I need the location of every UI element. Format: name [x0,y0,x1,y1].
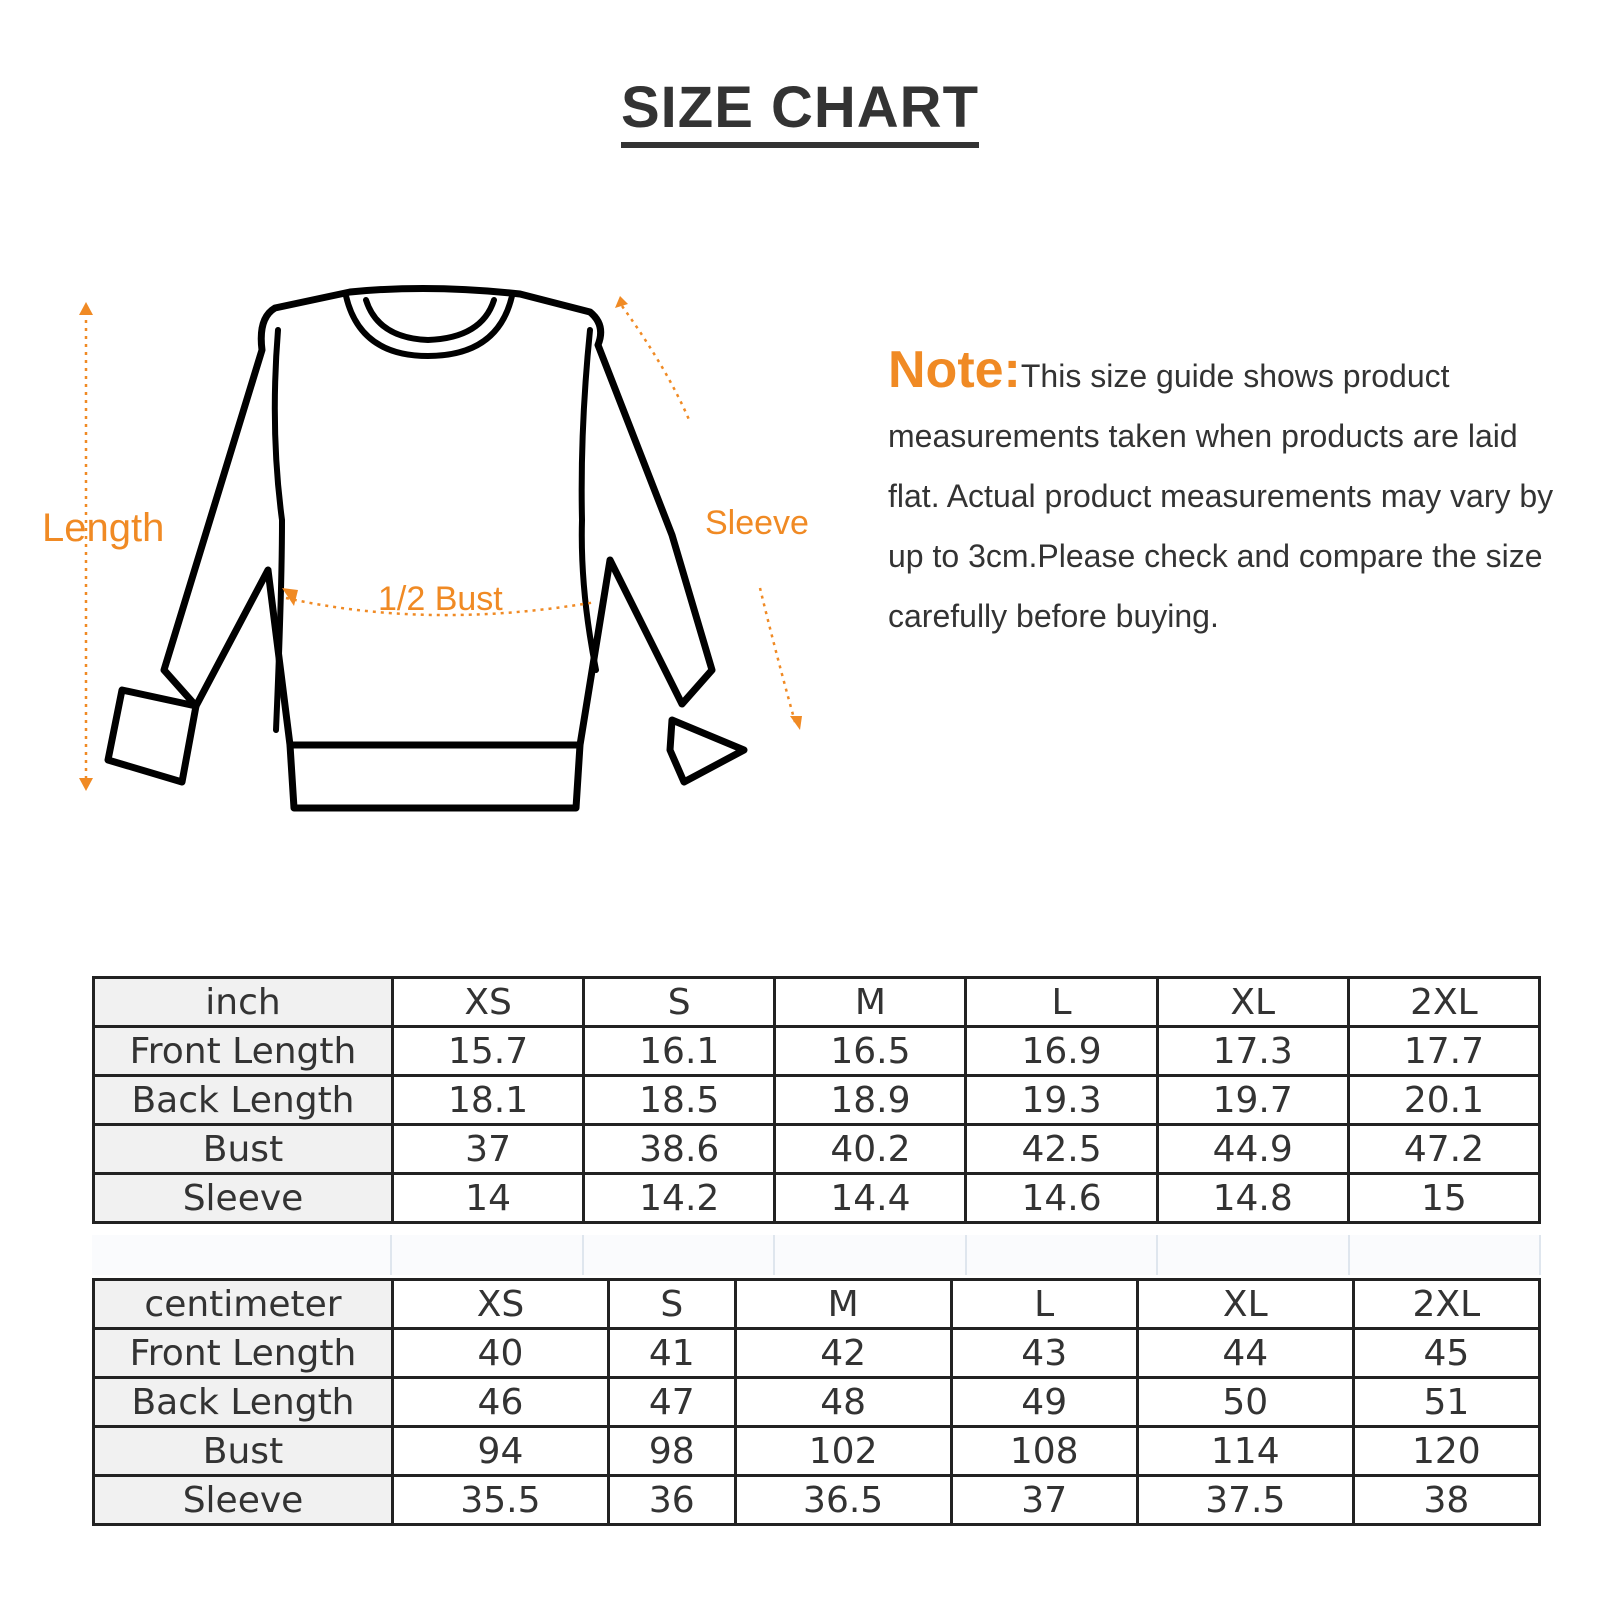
measurement-value-cell: 37.5 [1137,1476,1353,1525]
table-header-row [94,978,1540,1027]
measurement-value-cell: 17.7 [1348,1027,1539,1076]
measurement-value-cell: 50 [1137,1378,1353,1427]
measurement-value-cell: 45 [1353,1329,1539,1378]
size-header-cell: 2XL [1348,978,1539,1027]
table-row [94,1329,1540,1378]
note-text: This size guide shows product measurements taken when products are laid flat. Actual product measurements may vary by up to 3cm.Please check and compare the size carefully before buying. [888,358,1554,634]
measurement-value-cell: 16.9 [966,1027,1157,1076]
measurement-value-cell: 120 [1353,1427,1539,1476]
measurement-value-cell: 43 [951,1329,1137,1378]
measurement-value-cell: 48 [735,1378,951,1427]
measurement-value-cell: 49 [951,1378,1137,1427]
measurement-value-cell: 18.9 [775,1076,966,1125]
size-header-cell: XS [393,1280,609,1329]
measurement-value-cell: 16.5 [775,1027,966,1076]
note-heading: Note: [888,341,1021,399]
measurement-value-cell: 47 [608,1378,735,1427]
note-box [888,340,1568,646]
measurement-value-cell: 46 [393,1378,609,1427]
measurement-value-cell: 98 [608,1427,735,1476]
unit-header-cell: centimeter [94,1280,393,1329]
table-row [94,1476,1540,1525]
measurement-label-cell: Front Length [94,1027,393,1076]
title-wrap [0,75,1600,148]
measurement-value-cell: 18.5 [584,1076,775,1125]
size-header-cell: L [966,978,1157,1027]
measurement-label-cell: Sleeve [94,1476,393,1525]
measurement-value-cell: 37 [951,1476,1137,1525]
table-row [94,1027,1540,1076]
sleeve-label: Sleeve [705,504,809,542]
measurement-value-cell: 14.4 [775,1174,966,1223]
table-spacer [92,1235,1541,1275]
measurement-value-cell: 19.7 [1157,1076,1348,1125]
measurement-value-cell: 17.3 [1157,1027,1348,1076]
measurement-value-cell: 20.1 [1348,1076,1539,1125]
measurement-label-cell: Bust [94,1427,393,1476]
size-header-cell: S [584,978,775,1027]
measurement-value-cell: 40.2 [775,1125,966,1174]
size-header-cell: XL [1137,1280,1353,1329]
bust-label: 1/2 Bust [378,580,503,618]
inch-size-table [92,976,1541,1224]
unit-header-cell: inch [94,978,393,1027]
measurement-value-cell: 14.8 [1157,1174,1348,1223]
measurement-label-cell: Bust [94,1125,393,1174]
measurement-value-cell: 15.7 [393,1027,584,1076]
size-header-cell: XS [393,978,584,1027]
measurement-label-cell: Back Length [94,1076,393,1125]
table-header-row [94,1280,1540,1329]
measurement-value-cell: 94 [393,1427,609,1476]
measurement-value-cell: 108 [951,1427,1137,1476]
measurement-label-cell: Front Length [94,1329,393,1378]
measurement-value-cell: 36.5 [735,1476,951,1525]
measurement-value-cell: 42 [735,1329,951,1378]
measurement-value-cell: 51 [1353,1378,1539,1427]
measurement-value-cell: 47.2 [1348,1125,1539,1174]
measurement-label-cell: Back Length [94,1378,393,1427]
measurement-label-cell: Sleeve [94,1174,393,1223]
measurement-value-cell: 16.1 [584,1027,775,1076]
measurement-value-cell: 114 [1137,1427,1353,1476]
centimeter-size-table [92,1278,1541,1526]
measurement-value-cell: 37 [393,1125,584,1174]
measurement-value-cell: 41 [608,1329,735,1378]
table-row [94,1125,1540,1174]
table-row [94,1378,1540,1427]
length-label: Length [42,506,165,550]
measurement-value-cell: 102 [735,1427,951,1476]
size-header-cell: M [735,1280,951,1329]
measurement-value-cell: 14.6 [966,1174,1157,1223]
measurement-value-cell: 40 [393,1329,609,1378]
table-row [94,1174,1540,1223]
measurement-value-cell: 38.6 [584,1125,775,1174]
measurement-value-cell: 14 [393,1174,584,1223]
size-header-cell: L [951,1280,1137,1329]
size-header-cell: 2XL [1353,1280,1539,1329]
table-row [94,1427,1540,1476]
measurement-value-cell: 42.5 [966,1125,1157,1174]
measurement-value-cell: 18.1 [393,1076,584,1125]
measurement-value-cell: 36 [608,1476,735,1525]
measurement-value-cell: 35.5 [393,1476,609,1525]
page-title: SIZE CHART [621,78,979,148]
table-row [94,1076,1540,1125]
measurement-value-cell: 15 [1348,1174,1539,1223]
size-header-cell: XL [1157,978,1348,1027]
measurement-value-cell: 44.9 [1157,1125,1348,1174]
size-header-cell: S [608,1280,735,1329]
measurement-value-cell: 14.2 [584,1174,775,1223]
measurement-value-cell: 19.3 [966,1076,1157,1125]
measurement-value-cell: 44 [1137,1329,1353,1378]
sweatshirt-icon [0,270,860,850]
size-header-cell: M [775,978,966,1027]
measurement-diagram [0,270,860,850]
measurement-value-cell: 38 [1353,1476,1539,1525]
